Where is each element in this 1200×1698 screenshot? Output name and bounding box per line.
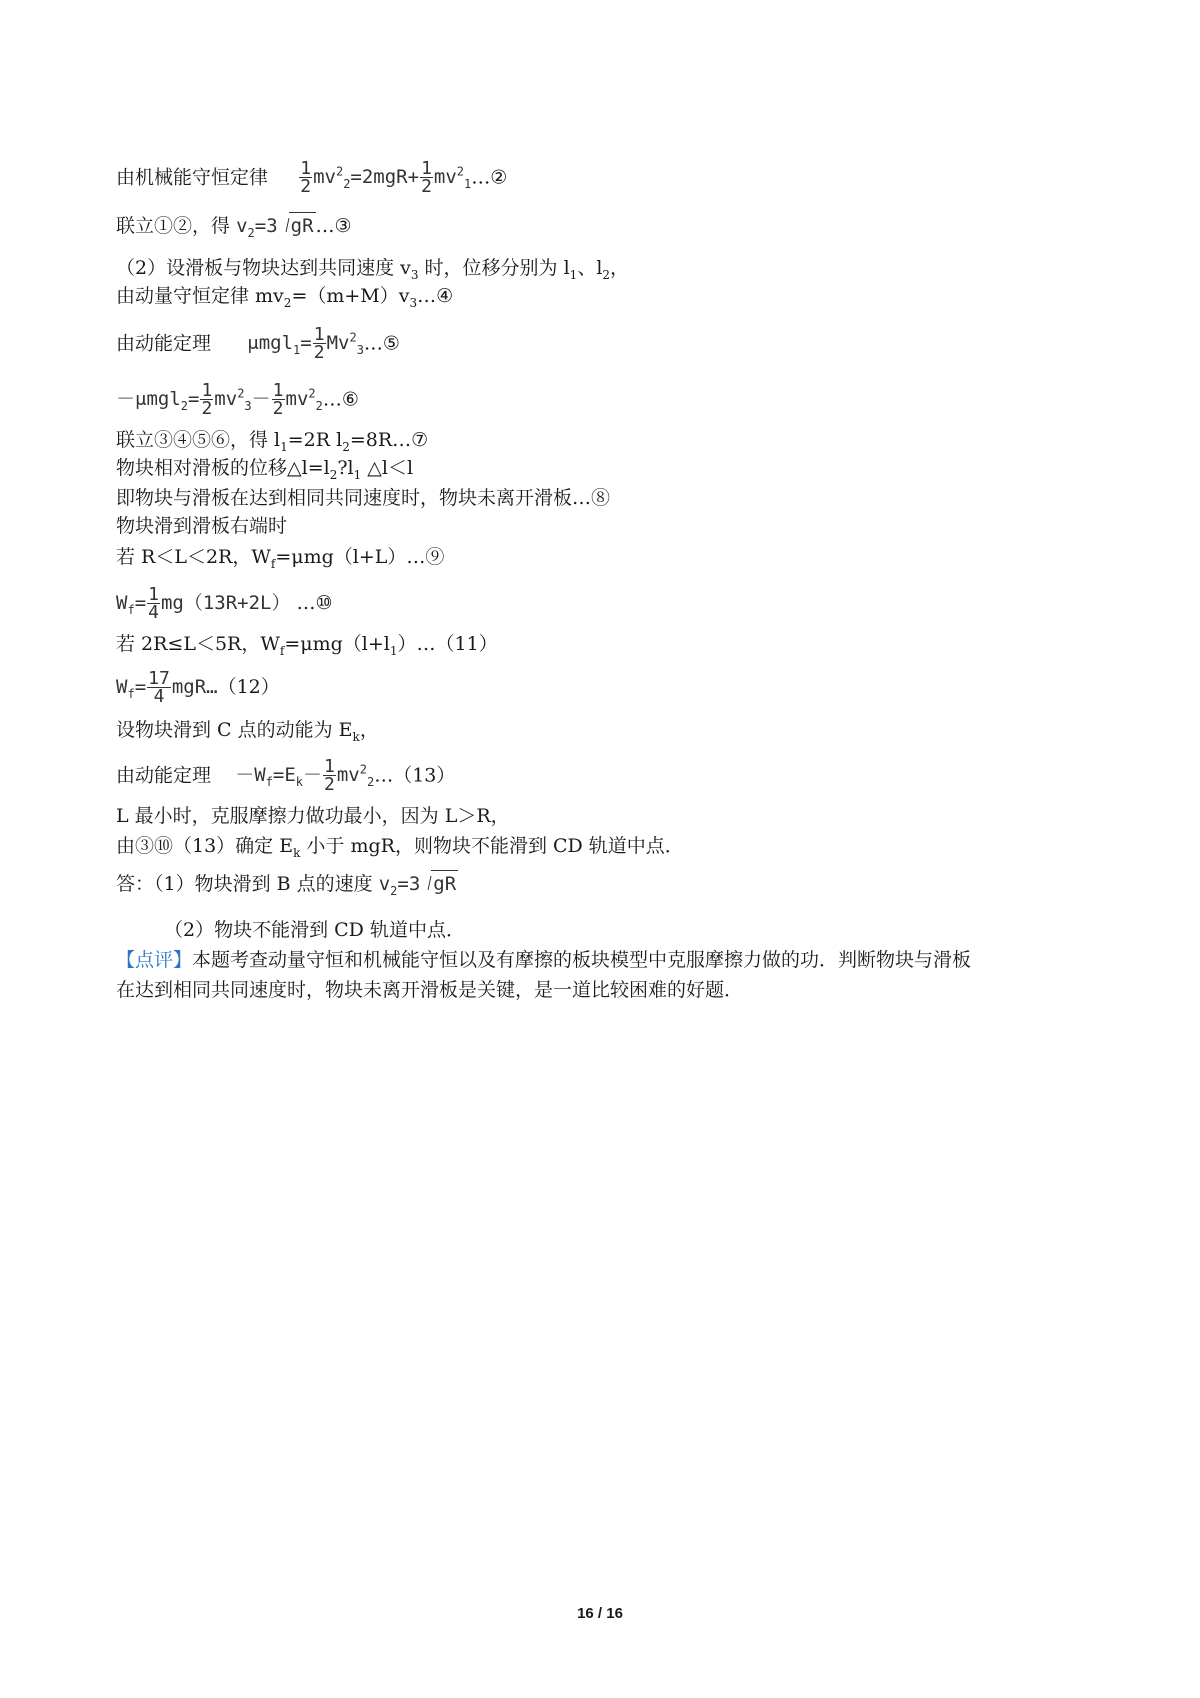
answer-line-1: 答：（1）物块滑到 B 点的速度 $v_2=3$ gR (116, 870, 458, 903)
formula: $W_f=$ $\frac{17}{4}$ mgR… (116, 668, 218, 707)
formula: －μmgl$_2$= $\frac{1}{2}$ $mv^2_3-$ $\frac{1}{2}$ $mv^2_2$ (116, 380, 323, 420)
text-line: 若 R＜L＜2R，$W_f=\mu mg(l+L)\dots ⑨$ (116, 546, 445, 571)
eq-line-6: －μmgl$_2$= $\frac{1}{2}$ $mv^2_3-$ $\frac{1}{2}$ $mv^2_2\dots ⑥$ (116, 380, 359, 420)
formula: $\frac{1}{2}$ $mv^2_2=2mgR+$ $\frac{1}{2}$ $mv^2_1$ (300, 158, 472, 198)
eq-combine-1: 联立①②，得 $v_2=3$ gR …③ (116, 212, 352, 245)
comment-tag: 【点评】 (116, 949, 193, 971)
comment-line-2: 在达到相同共同速度时，物块未离开滑板是关键，是一道比较困难的好题． (116, 979, 744, 1001)
text-line: 设物块滑到 C 点的动能为 $E_k$， (116, 719, 379, 744)
page-number: 16 / 16 (577, 1605, 623, 1622)
sqrt-sign: gR (279, 212, 316, 238)
text-line: （2）设滑板与物块达到共同速度 $v_3$ 时，位移分别为 $l_1$、$l_2$， (116, 257, 630, 282)
text-line: 由③⑩（13）确定 $E_k$ 小于 mgR，则物块不能滑到 CD 轨道中点． (116, 835, 684, 860)
formula: $-W_f=E_k-$ $\frac{1}{2}$ $mv^2_2$ (235, 756, 375, 796)
text-line: 若 2R≤L＜5R，$W_f=\mu mg(l+l_1)\dots(11)$ (116, 633, 498, 658)
eq-line-10: $W_f=$ $\frac{1}{4}$ mg（13R+2L） …⑩ (116, 584, 333, 623)
eq-kinetic-theorem: 由动能定理 μmgl$_1$= $\frac{1}{2}$ $Mv^2_3\dots ⑤$ (116, 324, 400, 364)
formula: $W_f=$ $\frac{1}{4}$ mg（13R+2L） (116, 584, 291, 623)
text-line: 由动量守恒定律 $mv_2=(m+M)v_3\dots ④$ (116, 285, 454, 310)
answer-line-2: （2）物块不能滑到 CD 轨道中点． (164, 919, 465, 941)
formula: $v_2=3$ gR (236, 215, 315, 237)
text-line: L 最小时，克服摩擦力做功最小，因为 L＞R， (116, 805, 510, 827)
text-line: 物块滑到滑板右端时 (116, 515, 288, 537)
comment-line-1: 【点评】本题考查动量守恒和机械能守恒以及有摩擦的板块模型中克服摩擦力做的功．判断物块与滑板 (116, 949, 972, 971)
eq-line-12: $W_f=$ $\frac{17}{4}$ mgR…（12） (116, 668, 280, 707)
eq-line-13: 由动能定理 $-W_f=E_k-$ $\frac{1}{2}$ $mv^2_2\dots(13)$ (116, 756, 456, 796)
sqrt-sign: gR (421, 870, 458, 896)
text-line: 物块相对滑板的位移$\triangle l=l_2?l_1$ △l＜l (116, 457, 414, 482)
text-line: 即物块与滑板在达到相同共同速度时，物块未离开滑板…⑧ (116, 487, 611, 509)
eq-mechanical-energy: 由机械能守恒定律 $\frac{1}{2}$ $mv^2_2=2mgR+$ $\frac{1}{2}$ $mv^2_1\dots ②$ (116, 158, 508, 198)
formula: $v_2=3$ gR (379, 873, 458, 895)
formula: μmgl$_1$= $\frac{1}{2}$ $Mv^2_3$ (247, 324, 364, 364)
text-line: 联立③④⑤⑥，得 $l_1=2R$ $l_2=8R\dots ⑦$ (116, 429, 429, 454)
